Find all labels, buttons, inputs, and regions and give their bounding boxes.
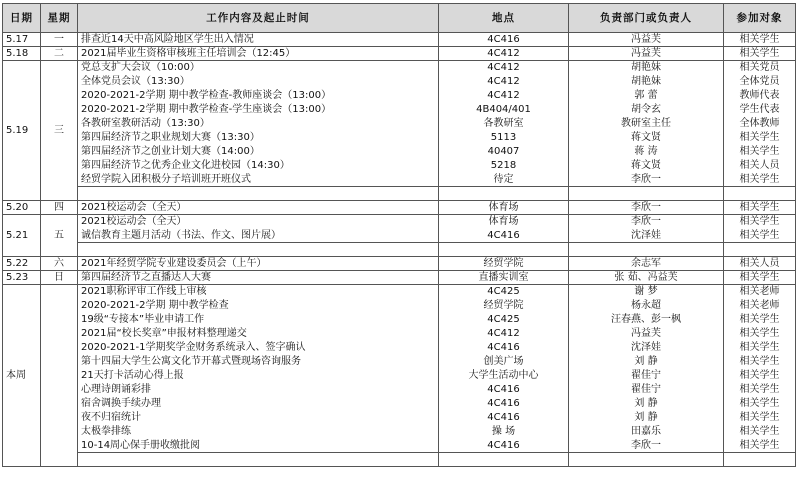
location-cell: 4C425 (439, 313, 569, 327)
responsible-cell: 蒋文贤 (569, 131, 724, 145)
table-row (3, 313, 796, 327)
location-cell: 4C412 (439, 61, 569, 75)
participants-cell: 相关学生 (724, 173, 796, 187)
task-cell: 宿舍调换手续办理 (78, 397, 439, 411)
responsible-cell: 教研室主任 (569, 117, 724, 131)
table-row (3, 61, 796, 75)
responsible-cell: 郭 蕾 (569, 89, 724, 103)
spacer-cell (78, 243, 439, 257)
task-cell: 第十四届大学生公寓文化节开幕式暨现场咨询服务 (78, 355, 439, 369)
header-responsible: 负责部门或负责人 (569, 4, 724, 33)
task-cell: 太极拳排练 (78, 425, 439, 439)
table-row (3, 397, 796, 411)
spacer-cell (78, 187, 439, 201)
participants-cell: 相关学生 (724, 201, 796, 215)
location-cell: 4C416 (439, 439, 569, 453)
participants-cell: 相关学生 (724, 145, 796, 159)
responsible-cell: 翟佳宁 (569, 369, 724, 383)
task-cell: 党总支扩大会议（10:00） (78, 61, 439, 75)
task-cell: 心理诗朗诵彩排 (78, 383, 439, 397)
responsible-cell: 李欣一 (569, 439, 724, 453)
table-row (3, 229, 796, 243)
spacer-cell (724, 187, 796, 201)
task-cell: 2021届“校长奖章”申报材料整理递交 (78, 327, 439, 341)
date-cell: 5.19 (3, 61, 41, 201)
spacer-cell (569, 453, 724, 467)
responsible-cell: 胡艳妹 (569, 61, 724, 75)
task-cell: 2020-2021-2学期 期中教学检查-学生座谈会（13:00） (78, 103, 439, 117)
participants-cell: 相关学生 (724, 47, 796, 61)
date-cell: 5.21 (3, 215, 41, 257)
participants-cell: 相关学生 (724, 131, 796, 145)
responsible-cell: 谢 梦 (569, 285, 724, 299)
responsible-cell: 翟佳宁 (569, 383, 724, 397)
table-row (3, 341, 796, 355)
responsible-cell: 张 茹、冯益芙 (569, 271, 724, 285)
table-row (3, 327, 796, 341)
location-cell: 4C416 (439, 383, 569, 397)
location-cell: 4C425 (439, 285, 569, 299)
header-weekday: 星期 (41, 4, 78, 33)
task-cell: 各教研室教研活动（13:30） (78, 117, 439, 131)
task-cell: 2021校运动会（全天） (78, 215, 439, 229)
spacer-row (3, 243, 796, 257)
location-cell: 4C416 (439, 229, 569, 243)
date-cell: 5.20 (3, 201, 41, 215)
responsible-cell: 李欣一 (569, 201, 724, 215)
header-date: 日期 (3, 4, 41, 33)
responsible-cell: 冯益芙 (569, 33, 724, 47)
weekday-cell: 五 (41, 215, 78, 257)
task-cell: 10-14周心保手册收缴批阅 (78, 439, 439, 453)
location-cell: 4C412 (439, 89, 569, 103)
spacer-cell (439, 453, 569, 467)
task-cell: 2021校运动会（全天） (78, 201, 439, 215)
participants-cell: 相关学生 (724, 425, 796, 439)
spacer-cell (569, 243, 724, 257)
participants-cell: 相关学生 (724, 383, 796, 397)
participants-cell: 相关老师 (724, 285, 796, 299)
spacer-cell (439, 187, 569, 201)
participants-cell: 相关学生 (724, 355, 796, 369)
responsible-cell: 汪春燕、彭一枫 (569, 313, 724, 327)
location-cell: 40407 (439, 145, 569, 159)
location-cell: 体育场 (439, 201, 569, 215)
task-cell: 夜不归宿统计 (78, 411, 439, 425)
location-cell: 4C416 (439, 397, 569, 411)
table-row (3, 131, 796, 145)
responsible-cell: 沈泽娃 (569, 229, 724, 243)
task-cell: 2021届毕业生资格审核班主任培训会（12:45） (78, 47, 439, 61)
participants-cell: 相关学生 (724, 33, 796, 47)
location-cell: 4B404/401 (439, 103, 569, 117)
table-row (3, 201, 796, 215)
location-cell: 体育场 (439, 215, 569, 229)
table-row (3, 285, 796, 299)
participants-cell: 相关学生 (724, 327, 796, 341)
spacer-cell (569, 187, 724, 201)
table-row (3, 75, 796, 89)
participants-cell: 相关学生 (724, 215, 796, 229)
responsible-cell: 杨永超 (569, 299, 724, 313)
participants-cell: 相关学生 (724, 229, 796, 243)
participants-cell: 相关学生 (724, 313, 796, 327)
location-cell: 大学生活动中心 (439, 369, 569, 383)
spacer-cell (78, 453, 439, 467)
table-row (3, 425, 796, 439)
task-cell: 2020-2021-2学期 期中教学检查-教师座谈会（13:00） (78, 89, 439, 103)
task-cell: 第四届经济节之直播达人大赛 (78, 271, 439, 285)
table-row (3, 145, 796, 159)
weekly-schedule-table (2, 3, 796, 467)
participants-cell: 全体党员 (724, 75, 796, 89)
responsible-cell: 刘 静 (569, 411, 724, 425)
spacer-cell (439, 243, 569, 257)
participants-cell: 相关人员 (724, 257, 796, 271)
location-cell: 4C416 (439, 341, 569, 355)
date-cell: 5.18 (3, 47, 41, 61)
header-task: 工作内容及起止时间 (78, 4, 439, 33)
responsible-cell: 胡令玄 (569, 103, 724, 117)
table-row (3, 369, 796, 383)
table-row (3, 103, 796, 117)
table-row (3, 33, 796, 47)
location-cell: 创美广场 (439, 355, 569, 369)
participants-cell: 相关学生 (724, 369, 796, 383)
location-cell: 4C412 (439, 47, 569, 61)
table-header (3, 4, 796, 33)
location-cell: 4C416 (439, 33, 569, 47)
participants-cell: 相关学生 (724, 397, 796, 411)
location-cell: 4C412 (439, 327, 569, 341)
location-cell: 直播实训室 (439, 271, 569, 285)
table-row (3, 173, 796, 187)
participants-cell: 相关学生 (724, 411, 796, 425)
spacer-cell (724, 243, 796, 257)
table-row (3, 47, 796, 61)
table-row (3, 439, 796, 453)
date-cell: 5.22 (3, 257, 41, 271)
date-cell: 本周 (3, 285, 41, 467)
table-row (3, 257, 796, 271)
weekday-cell: 四 (41, 201, 78, 215)
task-cell: 2021职称评审工作线上审核 (78, 285, 439, 299)
table-row (3, 411, 796, 425)
responsible-cell: 刘 静 (569, 397, 724, 411)
task-cell: 19级“专接本”毕业申请工作 (78, 313, 439, 327)
spacer-row (3, 453, 796, 467)
weekday-cell: 一 (41, 33, 78, 47)
responsible-cell: 蒋 涛 (569, 145, 724, 159)
participants-cell: 相关党员 (724, 61, 796, 75)
task-cell: 2020-2021-2学期 期中教学检查 (78, 299, 439, 313)
participants-cell: 相关老师 (724, 299, 796, 313)
task-cell: 第四届经济节之职业规划大赛（13:30） (78, 131, 439, 145)
header-participants: 参加对象 (724, 4, 796, 33)
spacer-cell (724, 453, 796, 467)
table-row (3, 215, 796, 229)
task-cell: 第四届经济节之创业计划大赛（14:00） (78, 145, 439, 159)
responsible-cell: 沈泽娃 (569, 341, 724, 355)
location-cell: 5113 (439, 131, 569, 145)
location-cell: 待定 (439, 173, 569, 187)
table-row (3, 355, 796, 369)
responsible-cell: 田嘉乐 (569, 425, 724, 439)
responsible-cell: 李欣一 (569, 173, 724, 187)
participants-cell: 相关学生 (724, 439, 796, 453)
location-cell: 操 场 (439, 425, 569, 439)
task-cell: 21天打卡活动心得上报 (78, 369, 439, 383)
participants-cell: 全体教师 (724, 117, 796, 131)
location-cell: 各教研室 (439, 117, 569, 131)
participants-cell: 相关人员 (724, 159, 796, 173)
weekday-cell: 二 (41, 47, 78, 61)
table-row (3, 89, 796, 103)
date-cell: 5.17 (3, 33, 41, 47)
task-cell: 诚信教育主题月活动（书法、作文、图片展） (78, 229, 439, 243)
responsible-cell: 冯益芙 (569, 327, 724, 341)
participants-cell: 相关学生 (724, 271, 796, 285)
participants-cell: 学生代表 (724, 103, 796, 117)
task-cell: 2020-2021-1学期奖学金财务系统录入、签字确认 (78, 341, 439, 355)
table-row (3, 159, 796, 173)
table-row (3, 299, 796, 313)
location-cell: 经贸学院 (439, 257, 569, 271)
location-cell: 4C416 (439, 411, 569, 425)
task-cell: 经贸学院入团积极分子培训班开班仪式 (78, 173, 439, 187)
location-cell: 5218 (439, 159, 569, 173)
header-row (3, 4, 796, 33)
location-cell: 4C412 (439, 75, 569, 89)
header-location: 地点 (439, 4, 569, 33)
participants-cell: 相关学生 (724, 341, 796, 355)
responsible-cell: 蒋文贤 (569, 159, 724, 173)
weekday-cell (41, 285, 78, 467)
weekday-cell: 日 (41, 271, 78, 285)
table-row (3, 271, 796, 285)
weekday-cell: 六 (41, 257, 78, 271)
spacer-row (3, 187, 796, 201)
participants-cell: 教师代表 (724, 89, 796, 103)
date-cell: 5.23 (3, 271, 41, 285)
responsible-cell: 胡艳妹 (569, 75, 724, 89)
location-cell: 经贸学院 (439, 299, 569, 313)
table-row (3, 383, 796, 397)
task-cell: 2021年经贸学院专业建设委员会（上午） (78, 257, 439, 271)
responsible-cell: 冯益芙 (569, 47, 724, 61)
responsible-cell: 刘 静 (569, 355, 724, 369)
responsible-cell: 李欣一 (569, 215, 724, 229)
table-row (3, 117, 796, 131)
task-cell: 第四届经济节之优秀企业文化进校园（14:30） (78, 159, 439, 173)
responsible-cell: 余志军 (569, 257, 724, 271)
task-cell: 排查近14天中高风险地区学生出入情况 (78, 33, 439, 47)
table-body (3, 33, 796, 467)
weekday-cell: 三 (41, 61, 78, 201)
task-cell: 全体党员会议（13:30） (78, 75, 439, 89)
